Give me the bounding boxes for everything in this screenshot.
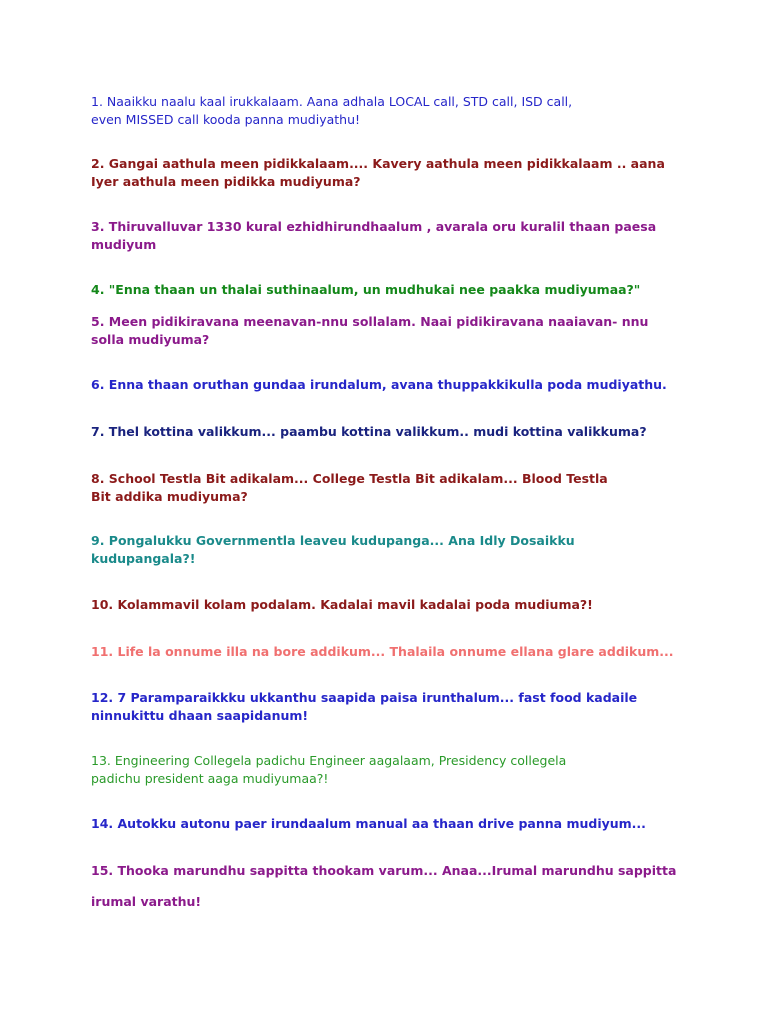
joke-item-9	[91, 532, 575, 568]
joke-line: 13. Engineering Collegela padichu Engineer aagalaam, Presidency collegela	[91, 753, 567, 768]
joke-line: 3. Thiruvalluvar 1330 kural ezhidhirundhaalum , avarala oru kuralil thaan paesa	[91, 219, 657, 234]
joke-item-2	[91, 155, 665, 191]
joke-item-6	[91, 376, 667, 394]
joke-line: Iyer aathula meen pidikka mudiyuma?	[91, 174, 361, 189]
joke-item-1	[91, 93, 572, 129]
joke-line: 6. Enna thaan oruthan gundaa irundalum, avana thuppakkikulla poda mudiyathu.	[91, 377, 667, 392]
joke-line: 7. Thel kottina valikkum... paambu kottina valikkum.. mudi kottina valikkuma?	[91, 424, 647, 439]
joke-line: 10. Kolammavil kolam podalam. Kadalai mavil kadalai poda mudiuma?!	[91, 597, 593, 612]
joke-line: 14. Autokku autonu paer irundaalum manual aa thaan drive panna mudiyum...	[91, 816, 646, 831]
joke-line: 2. Gangai aathula meen pidikkalaam.... Kavery aathula meen pidikkalaam .. aana	[91, 156, 665, 171]
joke-line: ninnukittu dhaan saapidanum!	[91, 708, 309, 723]
joke-line: 8. School Testla Bit adikalam... College Testla Bit adikalam... Blood Testla	[91, 471, 608, 486]
joke-line: 11. Life la onnume illa na bore addikum... Thalaila onnume ellana glare addikum...	[91, 644, 674, 659]
joke-item-15-continuation	[91, 893, 201, 911]
joke-line: 4. "Enna thaan un thalai suthinaalum, un mudhukai nee paakka mudiyumaa?"	[91, 282, 641, 297]
joke-line: 12. 7 Paramparaikkku ukkanthu saapida paisa irunthalum... fast food kadaile	[91, 690, 638, 705]
joke-line: 15. Thooka marundhu sappitta thookam varum... Anaa...Irumal marundhu sappitta	[91, 863, 677, 878]
joke-item-5	[91, 313, 648, 349]
joke-item-8	[91, 470, 608, 506]
joke-item-12	[91, 689, 637, 725]
joke-line: solla mudiyuma?	[91, 332, 210, 347]
joke-item-3	[91, 218, 656, 254]
joke-item-15	[91, 862, 676, 880]
joke-line: even MISSED call kooda panna mudiyathu!	[91, 112, 361, 127]
joke-line: 9. Pongalukku Governmentla leaveu kudupanga... Ana Idly Dosaikku	[91, 533, 575, 548]
joke-line: mudiyum	[91, 237, 157, 252]
joke-item-11	[91, 643, 674, 661]
joke-line: Bit addika mudiyuma?	[91, 489, 248, 504]
joke-line: padichu president aaga mudiyumaa?!	[91, 771, 329, 786]
joke-item-4	[91, 281, 640, 299]
joke-item-14	[91, 815, 646, 833]
joke-line: irumal varathu!	[91, 894, 202, 909]
joke-line: 5. Meen pidikiravana meenavan-nnu sollalam. Naai pidikiravana naaiavan- nnu	[91, 314, 649, 329]
joke-line: kudupangala?!	[91, 551, 196, 566]
joke-item-13	[91, 752, 566, 788]
joke-item-10	[91, 596, 593, 614]
joke-item-7	[91, 423, 647, 441]
joke-line: 1. Naaikku naalu kaal irukkalaam. Aana adhala LOCAL call, STD call, ISD call,	[91, 94, 573, 109]
